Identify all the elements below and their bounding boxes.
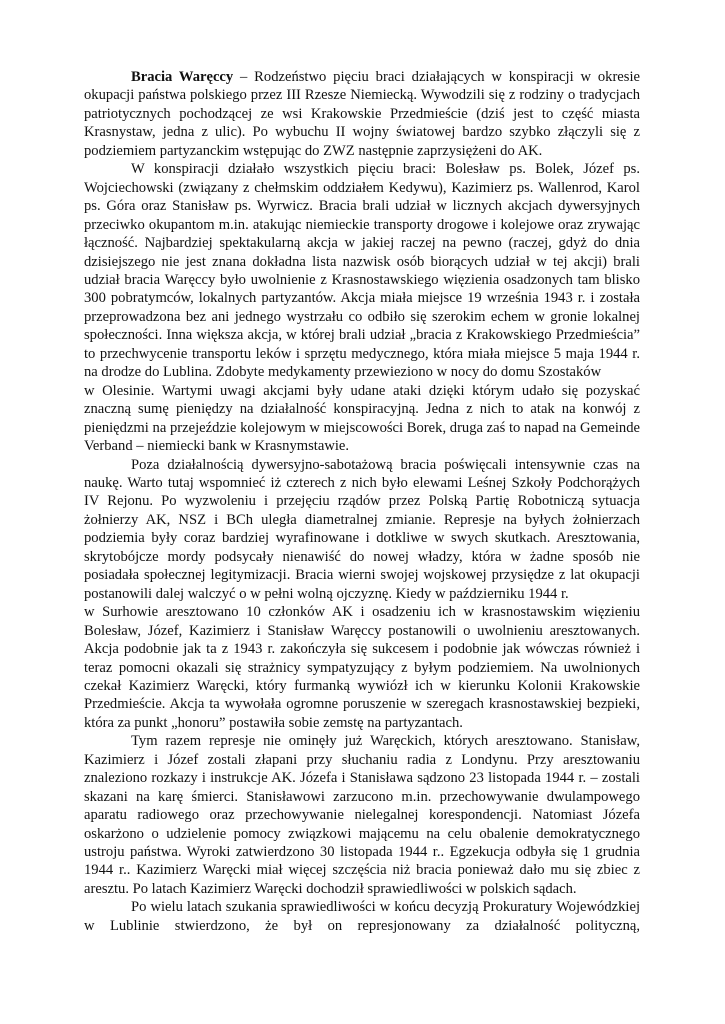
paragraph-dzialalnosc: Poza działalnością dywersyjno-sabotażową bracia poświęcali intensywnie czas na naukę. Warto tutaj wspomnieć iż czterech z nich było elewami Leśnej Szkoły Podchorążych IV Rejonu. Po wyzwoleniu i przejęciu rządów przez Polską Partię Robotniczą sytuacja żołnierzy AK, NSZ i BCh uległa diametralnej zmianie. Represje na byłych żołnierzach podziemia były coraz bardziej wyrafinowane i dotkliwe w swych skutkach. Aresztowania, skrytobójcze mordy podsycały nienawiść do nowej władzy, która w żadne sposób nie posiadała społecznej legitymizacji. Bracia wierni swojej wojskowej przysiędze z lat okupacji postanowili dalej walczyć o w pełni wolną ojczyznę. Kiedy w październiku 1944 r. [84,456,640,602]
document-page [84,68,640,935]
paragraph-olesin: w Olesinie. Wartymi uwagi akcjami były udane ataki dzięki którym udało się pozyskać znaczną sumę pieniędzy na działalność konspiracyjną. Jedna z nich to atak na konwój z pieniędzmi na przejeździe kolejowym w miejscowości Borek, druga zaś to napad na Gemeinde Verband – niemiecki bank w Krasnymstawie. [84,382,640,455]
paragraph-sprawiedliwosc: Po wielu latach szukania sprawiedliwości w końcu decyzją Prokuratury Wojewódzkiej w Lublinie stwierdzono, że był on represjonowany za działalność polityczną, [84,899,640,934]
paragraph-konspiracja: W konspiracji działało wszystkich pięciu braci: Bolesław ps. Bolek, Józef ps. Wojciechowski (związany z chełmskim oddziałem Kedywu), Kazimierz ps. Wallenrod, Karol ps. Góra oraz Stanisław ps. Wyrwicz. Bracia brali udział w licznych akcjach dywersyjnych przeciwko okupantom m.in. atakując niemieckie transporty drogowe i kolejowe oraz zrywając łączność. Najbardziej spektakularną akcja w jakiej raczej na pewno (raczej, gdyż do dnia dzisiejszego nie jest znana dokładna lista nazwisk osób biorących udział w tej akcji) brali udział bracia Waręccy było uwolnienie z Krasnostawskiego więzienia osadzonych tam blisko 300 pobratymców, lokalnych partyzantów. Akcja miała miejsce 19 września 1943 r. i została przeprowadzona bez ani jednego wystrzału co odbiło się szerokim echem w gronie lokalnej społeczności. Inna większa akcja, w której brali udział „bracia z Krakowskiego Przedmieścia” to przechwycenie transportu leków i sprzętu medycznego, która miała miejsce 5 maja 1944 r. na drodze do Lublina. Zdobyte medykamenty przewieziono w nocy do domu Szostaków [84,161,640,381]
paragraph-intro [84,68,640,160]
paragraph-intro-text: – Rodzeństwo pięciu braci działających w konspiracji w okresie okupacji państwa polskiego przez III Rzesze Niemiecką. Wywodzili się z rodziny o tradycjach patriotycznych pochodzącej ze wsi Krakowskie Przedmieście (dziś jest to część miasta Krasnystaw, jedna z ulic). Po wybuchu II wojny światowej bardzo szybko złączyli się z podziemiem partyzanckim wstępując do ZWZ następnie zaprzysiężeni do AK. [84,69,640,159]
paragraph-surhow: w Surhowie aresztowano 10 członków AK i osadzeniu ich w krasnostawskim więzieniu Bolesław, Józef, Kazimierz i Stanisław Waręccy postanowili o uwolnieniu aresztowanych. Akcja podobnie jak ta z 1943 r. zakończyła się sukcesem i podobnie jak wówczas również i teraz pomocni okazali się strażnicy sympatyzujący z byłym podziemiem. Na uwolnionych czekał Kazimierz Waręcki, który furmanką wywiózł ich w kierunku Kolonii Krakowskie Przedmieście. Akcja ta wywołała ogromne poruszenie w szeregach krasnostawskiej bezpieki, która za punkt „honoru” postawiła sobie zemstę na partyzantach. [84,604,640,731]
lead-title: Bracia Waręccy [131,69,234,85]
paragraph-represje: Tym razem represje nie ominęły już Waręckich, których aresztowano. Stanisław, Kazimierz i Józef zostali złapani przy słuchaniu radia z Londynu. Przy aresztowaniu znaleziono rozkazy i instrukcje AK. Józefa i Stanisława sądzono 23 listopada 1944 r. – zostali skazani na karę śmierci. Stanisławowi zarzucono m.in. przechowywanie dwulampowego aparatu radiowego oraz przechowywanie nielegalnej korespondencji. Natomiast Józefa oskarżono o udzielenie pomocy związkowi mającemu na celu obalenie demokratycznego ustroju państwa. Wyroki zatwierdzono 30 listopada 1944 r.. Egzekucja odbyła się 1 grudnia 1944 r.. Kazimierz Waręcki miał więcej szczęścia niż bracia ponieważ dało mu się zbiec z aresztu. Po latach Kazimierz Waręcki dochodził sprawiedliwości w polskich sądach. [84,733,640,897]
